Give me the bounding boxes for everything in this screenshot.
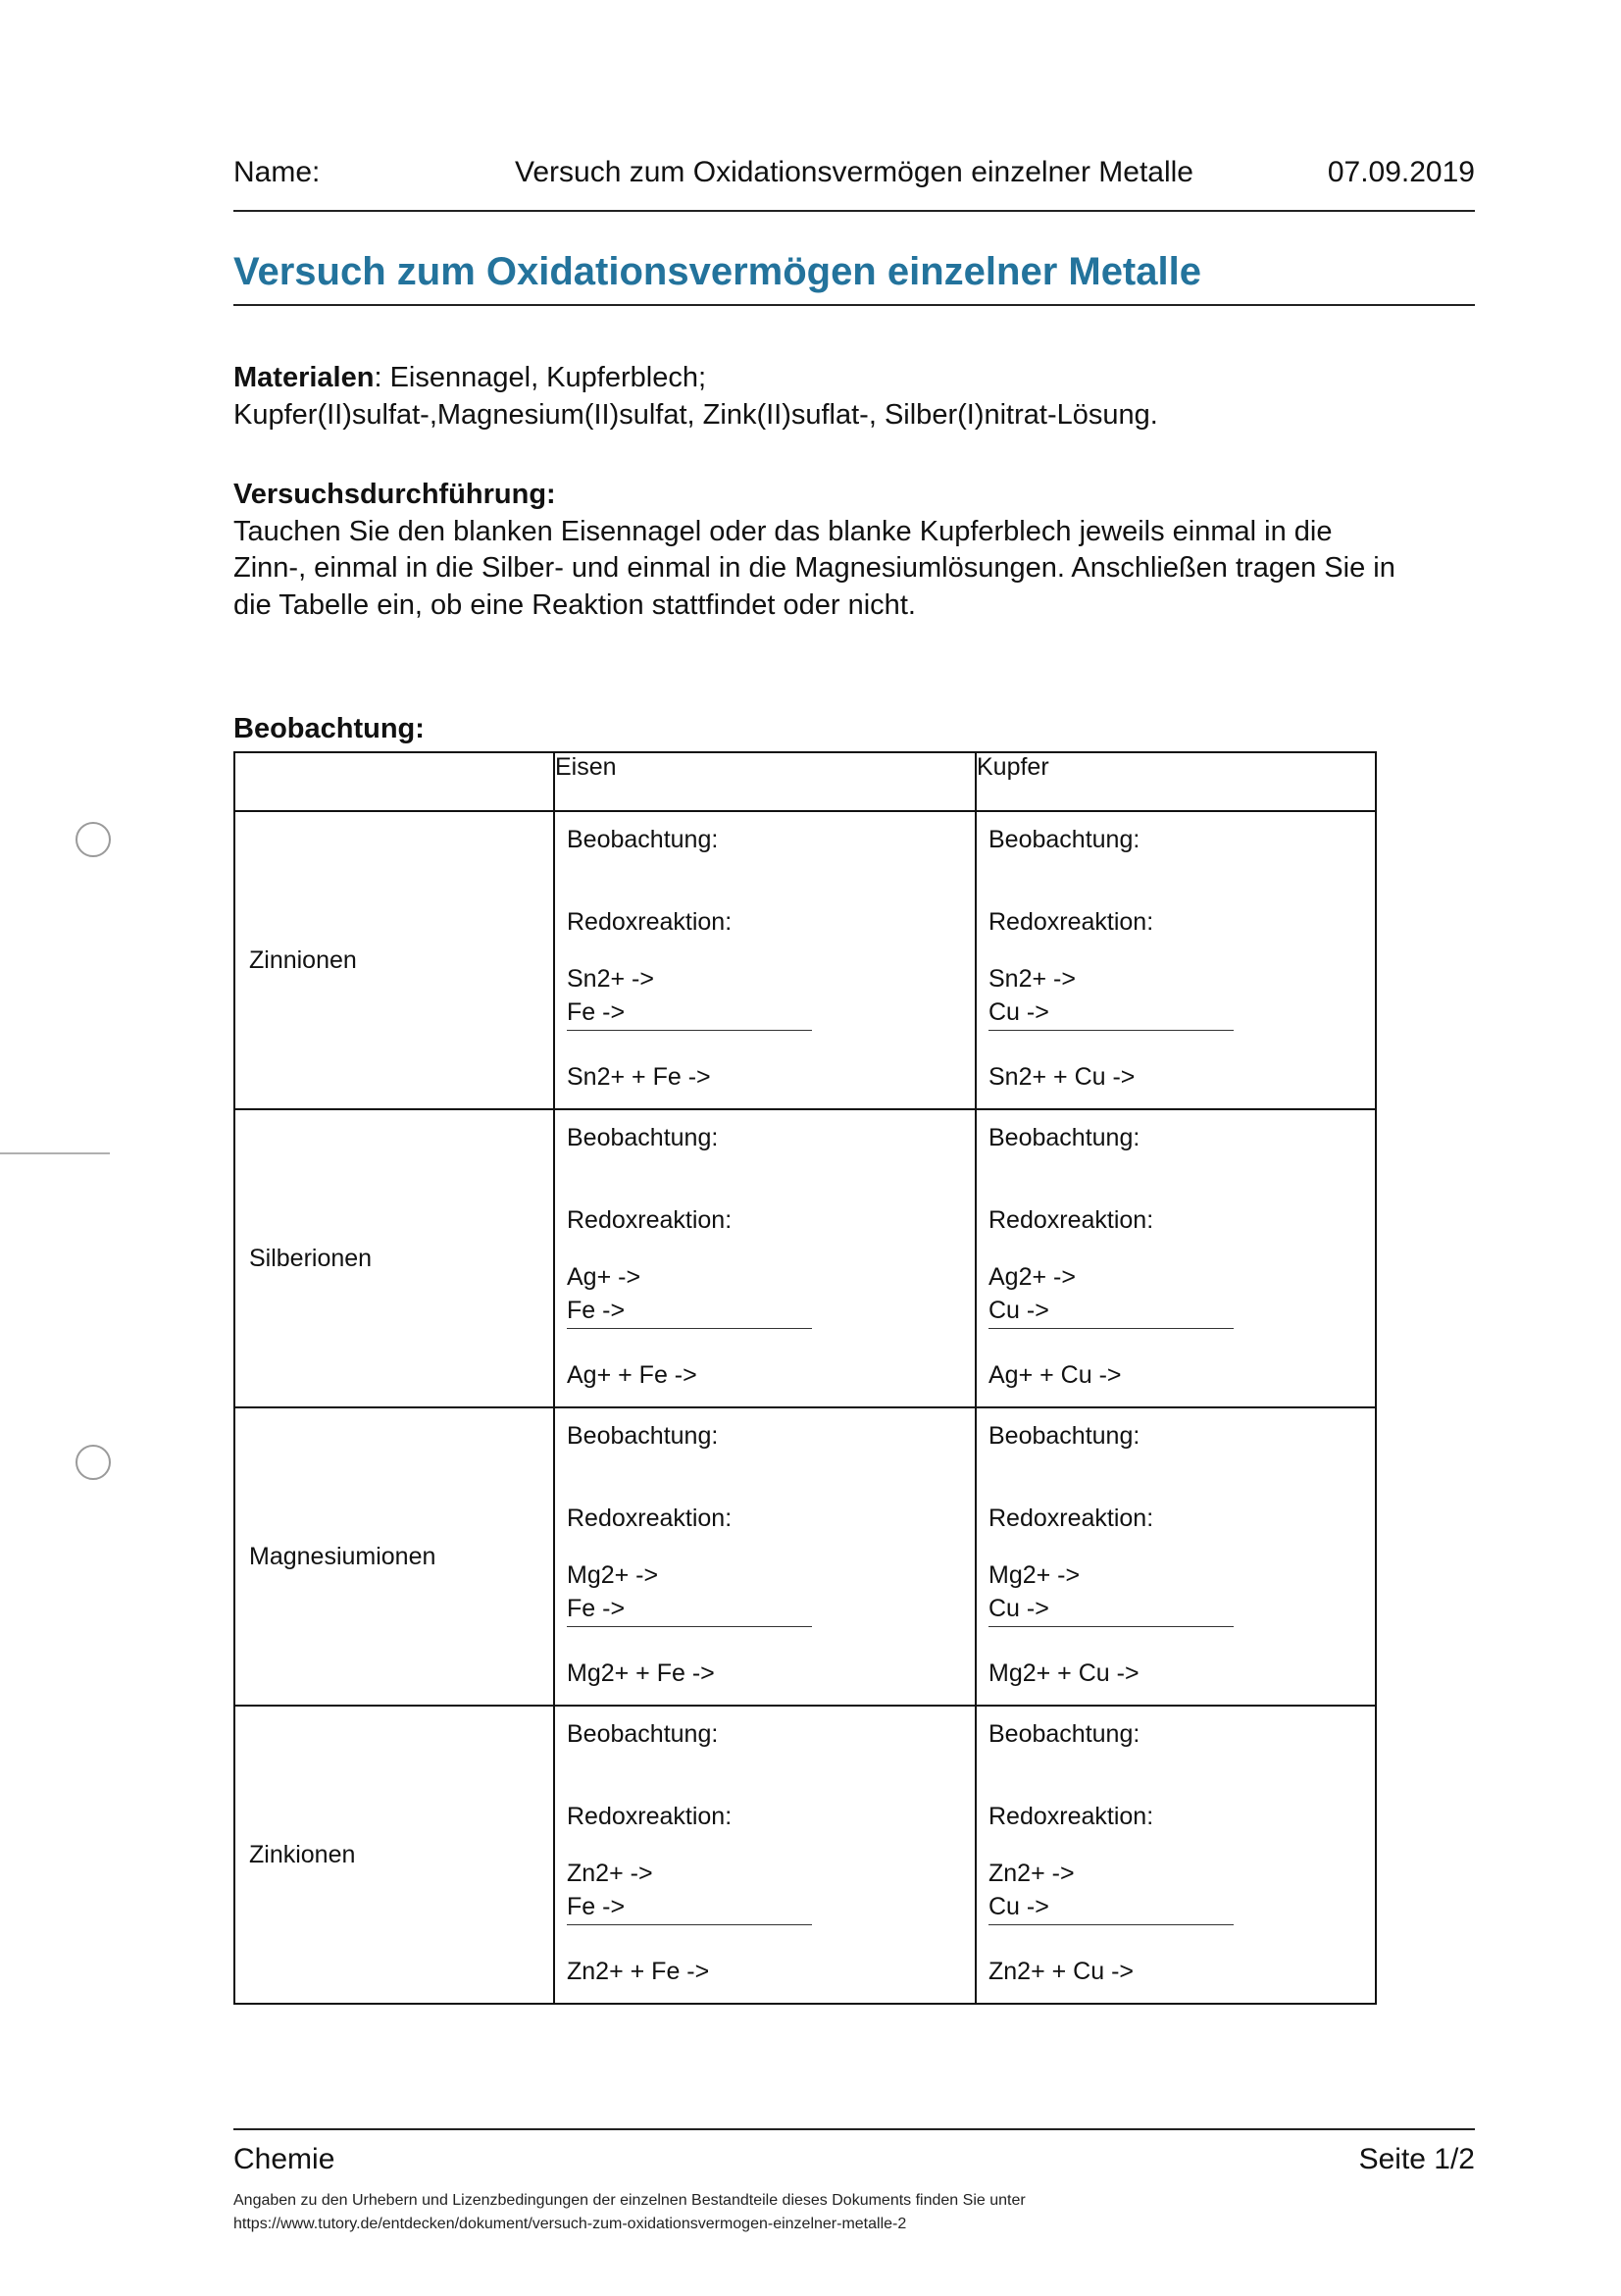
materials-line-2: Kupfer(II)sulfat-,Magnesium(II)sulfat, Zink(II)suflat-, Silber(I)nitrat-Lösung. [233, 399, 1158, 431]
answer-line [567, 1328, 812, 1329]
observation-label: Beobachtung: [988, 1720, 1140, 1748]
observation-heading: Beobachtung: [233, 713, 425, 744]
overall-equation: Zn2+ + Cu -> [988, 1958, 1134, 1985]
overall-equation: Mg2+ + Fe -> [567, 1659, 715, 1687]
ion-name-cell: Zinkionen [234, 1706, 554, 2004]
license-url[interactable]: https://www.tutory.de/entdecken/dokument/versuch-zum-oxidationsvermogen-einzelner-metalle-2 [233, 2216, 907, 2232]
copper-reaction-cell[interactable] [976, 1706, 1376, 2004]
ion-name-cell: Zinnionen [234, 811, 554, 1109]
header-date: 07.09.2019 [1327, 156, 1475, 188]
redox-label: Redoxreaktion: [988, 908, 1154, 936]
overall-equation: Sn2+ + Cu -> [988, 1063, 1136, 1091]
table-header-row [234, 752, 1376, 811]
observation-label: Beobachtung: [988, 1422, 1140, 1450]
table-row [234, 1407, 1376, 1706]
overall-equation: Mg2+ + Cu -> [988, 1659, 1140, 1687]
iron-reaction-cell[interactable] [554, 1407, 976, 1706]
fold-mark [0, 1152, 110, 1154]
answer-line [988, 1626, 1234, 1627]
table-header-cell: Kupfer [976, 752, 1376, 811]
observation-label: Beobachtung: [567, 1720, 719, 1748]
metal-half-equation: Fe -> [567, 998, 626, 1026]
ion-half-equation: Zn2+ -> [567, 1860, 653, 1887]
ion-half-equation: Mg2+ -> [567, 1561, 659, 1589]
footer-subject: Chemie [233, 2143, 335, 2175]
procedure-label: Versuchsdurchführung: [233, 479, 556, 510]
procedure-line-2: Zinn-, einmal in die Silber- und einmal in die Magnesiumlösungen. Anschließen tragen Sie in [233, 552, 1395, 584]
copper-reaction-cell[interactable] [976, 1407, 1376, 1706]
metal-half-equation: Fe -> [567, 1595, 626, 1622]
punch-hole-marker [76, 822, 111, 857]
footer-page-number: Seite 1/2 [1358, 2143, 1475, 2175]
license-note [233, 2189, 1026, 2236]
iron-reaction-cell[interactable] [554, 811, 976, 1109]
observation-label: Beobachtung: [988, 1124, 1140, 1151]
metal-half-equation: Fe -> [567, 1297, 626, 1324]
redox-label: Redoxreaktion: [988, 1505, 1154, 1532]
redox-label: Redoxreaktion: [567, 908, 733, 936]
redox-label: Redoxreaktion: [567, 1505, 733, 1532]
ion-name-cell: Silberionen [234, 1109, 554, 1407]
answer-line [988, 1030, 1234, 1031]
observation-label: Beobachtung: [988, 826, 1140, 853]
observation-label: Beobachtung: [567, 826, 719, 853]
answer-line [567, 1030, 812, 1031]
footer-divider [233, 2128, 1475, 2130]
name-label: Name: [233, 156, 321, 188]
metal-half-equation: Cu -> [988, 998, 1049, 1026]
iron-reaction-cell[interactable] [554, 1706, 976, 2004]
procedure-section [233, 477, 1475, 624]
metal-half-equation: Cu -> [988, 1297, 1049, 1324]
redox-label: Redoxreaktion: [988, 1206, 1154, 1234]
overall-equation: Sn2+ + Fe -> [567, 1063, 711, 1091]
metal-half-equation: Fe -> [567, 1893, 626, 1920]
observation-label: Beobachtung: [567, 1422, 719, 1450]
ion-half-equation: Mg2+ -> [988, 1561, 1081, 1589]
answer-line [988, 1924, 1234, 1925]
redox-label: Redoxreaktion: [567, 1803, 733, 1830]
header-title: Versuch zum Oxidationsvermögen einzelner Metalle [514, 156, 1193, 188]
ion-half-equation: Ag2+ -> [988, 1263, 1076, 1291]
overall-equation: Ag+ + Fe -> [567, 1361, 697, 1389]
observation-table [233, 751, 1377, 2005]
table-row [234, 1706, 1376, 2004]
ion-half-equation: Sn2+ -> [988, 965, 1076, 993]
copper-reaction-cell[interactable] [976, 1109, 1376, 1407]
materials-line-1: : Eisennagel, Kupferblech; [374, 362, 707, 393]
procedure-line-1: Tauchen Sie den blanken Eisennagel oder das blanke Kupferblech jeweils einmal in die [233, 515, 1333, 547]
ion-half-equation: Sn2+ -> [567, 965, 654, 993]
punch-hole-marker [76, 1445, 111, 1480]
table-row [234, 811, 1376, 1109]
overall-equation: Ag+ + Cu -> [988, 1361, 1122, 1389]
iron-reaction-cell[interactable] [554, 1109, 976, 1407]
table-header-cell [234, 752, 554, 811]
page-title: Versuch zum Oxidationsvermögen einzelner Metalle [233, 247, 1475, 306]
ion-half-equation: Ag+ -> [567, 1263, 641, 1291]
observation-label: Beobachtung: [567, 1124, 719, 1151]
metal-half-equation: Cu -> [988, 1595, 1049, 1622]
overall-equation: Zn2+ + Fe -> [567, 1958, 710, 1985]
answer-line [567, 1924, 812, 1925]
materials-label: Materialen [233, 362, 375, 393]
answer-line [567, 1626, 812, 1627]
metal-half-equation: Cu -> [988, 1893, 1049, 1920]
ion-name-cell: Magnesiumionen [234, 1407, 554, 1706]
table-header-cell: Eisen [554, 752, 976, 811]
license-line-1: Angaben zu den Urhebern und Lizenzbedingungen der einzelnen Bestandteile dieses Dokuments finden Sie unter [233, 2192, 1026, 2209]
table-row [234, 1109, 1376, 1407]
materials-section [233, 359, 1475, 434]
answer-line [988, 1328, 1234, 1329]
procedure-line-3: die Tabelle ein, ob eine Reaktion stattfindet oder nicht. [233, 588, 916, 621]
redox-label: Redoxreaktion: [988, 1803, 1154, 1830]
copper-reaction-cell[interactable] [976, 811, 1376, 1109]
page-header [233, 153, 1475, 212]
redox-label: Redoxreaktion: [567, 1206, 733, 1234]
ion-half-equation: Zn2+ -> [988, 1860, 1075, 1887]
